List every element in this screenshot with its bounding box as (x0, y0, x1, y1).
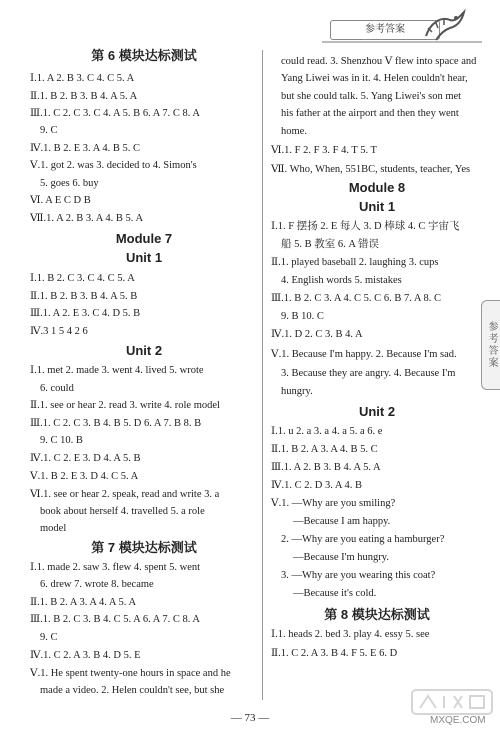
answer-line: Ⅱ.1. see or hear 2. read 3. write 4. role model (30, 400, 220, 411)
answer-line: Ⅰ.1. heads 2. bed 3. play 4. essy 5. see (271, 629, 430, 640)
answer-line: 2. —Why are you eating a hamburger? (281, 534, 445, 545)
answer-line: 3. —Why are you wearing this coat? (281, 570, 436, 581)
answer-line: Ⅲ.1. B 2. C 3. B 4. C 5. A 6. A 7. C 8. A (30, 614, 200, 625)
answer-line: Ⅴ.1. Because I'm happy. 2. Because I'm sad. (271, 349, 457, 360)
answer-line: Ⅵ.1. see or hear 2. speak, read and write 3. a (30, 489, 220, 500)
dragon-icon (420, 6, 468, 46)
answer-line: Ⅳ.3 1 5 4 2 6 (30, 326, 88, 337)
answer-line: 船 5. B 教室 6. A 错误 (281, 239, 380, 250)
unit-title: Unit 1 (358, 199, 396, 214)
answer-line: Ⅱ.1. B 2. B 3. B 4. A 5. B (30, 291, 138, 302)
answer-line: Ⅲ.1. A 2. B 3. B 4. A 5. A (271, 462, 381, 473)
answer-line: his father at the airport and then they went (281, 108, 459, 119)
answer-line: Ⅲ.1. A 2. E 3. C 4. D 5. B (30, 308, 141, 319)
section-title: 第 6 模块达标测试 (91, 48, 197, 63)
answer-line: Yang Liwei was in it. 4. Helen couldn't hear, (281, 73, 468, 84)
answer-line: Ⅱ.1. B 2. A 3. A 4. A 5. A (30, 597, 137, 608)
answer-line: Ⅵ.1. F 2. F 3. F 4. T 5. T (271, 145, 377, 156)
answer-line: Ⅳ.1. D 2. C 3. B 4. A (271, 329, 363, 340)
section-title: 第 7 模块达标测试 (91, 540, 197, 555)
answer-line: Ⅱ.1. B 2. A 3. A 4. B 5. C (271, 444, 378, 455)
column-divider (262, 50, 263, 700)
section-title: 第 8 模块达标测试 (324, 607, 430, 622)
answer-line: could read. 3. Shenzhou Ⅴ flew into space and (281, 56, 477, 67)
answer-line: 9. B 10. C (281, 311, 324, 322)
unit-title: Unit 1 (125, 250, 163, 265)
watermark-text: MXQE.COM (430, 715, 486, 726)
answer-line: —Because I'm hungry. (293, 552, 389, 563)
answer-line: model (40, 523, 67, 534)
answer-line: hungry. (281, 386, 313, 397)
answer-line: 9. C (40, 632, 58, 643)
answer-line: Ⅶ.1. A 2. B 3. A 4. B 5. A (30, 213, 144, 224)
answer-line: Ⅲ.1. C 2. C 3. B 4. B 5. D 6. A 7. B 8. B (30, 418, 202, 429)
answer-line: Ⅳ.1. C 2. E 3. D 4. A 5. B (30, 453, 141, 464)
module-title: Module 8 (348, 180, 406, 195)
answer-line: 6. drew 7. wrote 8. became (40, 579, 154, 590)
answer-line: 5. goes 6. buy (40, 178, 99, 189)
answer-line: home. (281, 126, 307, 137)
answer-line: Ⅱ.1. played baseball 2. laughing 3. cups (271, 257, 439, 268)
answer-line: 4. English words 5. mistakes (281, 275, 402, 286)
answer-line: Ⅰ.1. B 2. C 3. C 4. C 5. A (30, 273, 135, 284)
answer-line: 3. Because they are angry. 4. Because I'm (281, 368, 456, 379)
answer-line: 6. could (40, 383, 74, 394)
answer-line: Ⅰ.1. A 2. B 3. C 4. C 5. A (30, 73, 135, 84)
unit-title: Unit 2 (125, 343, 163, 358)
answer-line: Ⅲ.1. B 2. C 3. A 4. C 5. C 6. B 7. A 8. C (271, 293, 441, 304)
answer-line: Ⅳ.1. C 2. D 3. A 4. B (271, 480, 363, 491)
answer-line: book about herself 4. travelled 5. a role (40, 506, 205, 517)
answer-line: Ⅰ.1. made 2. saw 3. flew 4. spent 5. went (30, 562, 201, 573)
answer-line: 9. C (40, 125, 58, 136)
answer-line: Ⅴ.1. got 2. was 3. decided to 4. Simon's (30, 160, 197, 171)
side-tab: 参考答案 (481, 300, 500, 390)
answer-line: but she could talk. 5. Yang Liwei's son met (281, 91, 462, 102)
answer-line: —Because it's cold. (293, 588, 377, 599)
answer-line: Ⅴ.1. —Why are you smiling? (271, 498, 396, 509)
answer-line: Ⅲ.1. C 2. C 3. C 4. A 5. B 6. A 7. C 8. A (30, 108, 200, 119)
answer-line: Ⅳ.1. C 2. A 3. B 4. D 5. E (30, 650, 141, 661)
page-number: — 73 — (230, 712, 270, 724)
answer-line: —Because I am happy. (293, 516, 391, 527)
answer-line: Ⅰ.1. u 2. a 3. a 4. a 5. a 6. e (271, 426, 383, 437)
answer-line: Ⅵ. A E C D B (30, 195, 91, 206)
answer-line: Ⅴ.1. B 2. E 3. D 4. C 5. A (30, 471, 139, 482)
answer-line: 9. C 10. B (40, 435, 83, 446)
module-title: Module 7 (115, 231, 173, 246)
answer-line: Ⅰ.1. met 2. made 3. went 4. lived 5. wrote (30, 365, 204, 376)
answer-line: Ⅱ.1. B 2. B 3. B 4. A 5. A (30, 91, 138, 102)
answer-line: Ⅶ. Who, When, 551BC, students, teacher, Yes (271, 164, 471, 175)
unit-title: Unit 2 (358, 404, 396, 419)
answer-line: made a video. 2. Helen couldn't see, but she (40, 685, 225, 696)
answer-line: Ⅰ.1. F 摆扬 2. E 每人 3. D 棒球 4. C 宇宙飞 (271, 221, 460, 232)
answer-line: Ⅴ.1. He spent twenty-one hours in space and he (30, 668, 231, 679)
answer-line: Ⅳ.1. B 2. E 3. A 4. B 5. C (30, 143, 140, 154)
answer-line: Ⅱ.1. C 2. A 3. B 4. F 5. E 6. D (271, 648, 398, 659)
header-label: 参考答案 (330, 20, 440, 40)
